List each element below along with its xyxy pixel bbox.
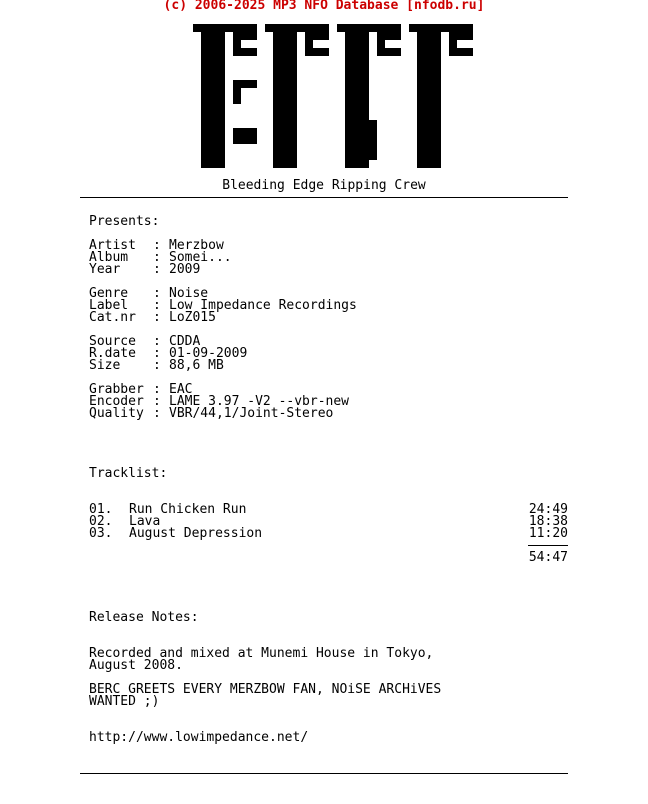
field-key: Artist (89, 238, 136, 253)
bottom-divider (80, 773, 568, 774)
field-separator: : (153, 346, 161, 361)
notes-recorded-line-1: Recorded and mixed at Munemi House in Tokyo, (89, 646, 434, 661)
label-website-link[interactable]: http://www.lowimpedance.net/ (89, 730, 309, 745)
field-value: Merzbow (169, 238, 224, 253)
track-duration: 11:20 (528, 526, 568, 541)
field-key: Source (89, 334, 136, 349)
presents-heading: Presents: (89, 214, 160, 229)
field-separator: : (153, 406, 161, 421)
field-separator: : (153, 334, 161, 349)
field-value: LoZ015 (169, 310, 216, 325)
field-value: 2009 (169, 262, 201, 277)
release-notes-heading: Release Notes: (89, 610, 199, 625)
track-row (89, 528, 262, 540)
field-key: Encoder (89, 394, 144, 409)
field-separator: : (153, 250, 161, 265)
tracklist-heading: Tracklist: (89, 466, 168, 481)
field-separator: : (153, 238, 161, 253)
field-value: Low Impedance Recordings (169, 298, 357, 313)
track-number: 01. (89, 502, 113, 517)
track-title: Lava (129, 514, 161, 529)
notes-greets-line-1: BERC GREETS EVERY MERZBOW FAN, NOiSE ARCHiVES (89, 682, 442, 697)
field-value: LAME 3.97 -V2 --vbr-new (169, 394, 350, 409)
track-row (89, 504, 246, 516)
field-separator: : (153, 394, 161, 409)
field-key: Grabber (89, 382, 144, 397)
field-value: 88,6 MB (169, 358, 224, 373)
total-duration: 54:47 (528, 550, 568, 565)
field-value: CDDA (169, 334, 201, 349)
field-separator: : (153, 310, 161, 325)
field-value: Somei... (169, 250, 232, 265)
track-duration: 18:38 (528, 514, 568, 529)
notes-recorded-line-2: August 2008. (89, 658, 183, 673)
field-key: Album (89, 250, 129, 265)
field-key: Quality (89, 406, 144, 421)
field-key: Size (89, 358, 121, 373)
total-divider (528, 545, 568, 546)
notes-greets-line-2: WANTED ;) (89, 694, 160, 709)
berc-logo (193, 24, 473, 168)
field-row-size (89, 360, 224, 372)
crew-name: Bleeding Edge Ripping Crew (222, 178, 426, 193)
field-separator: : (153, 382, 161, 397)
track-number: 03. (89, 526, 113, 541)
source-credit-line: (c) 2006-2025 MP3 NFO Database [nfodb.ru] (163, 0, 485, 13)
field-value: EAC (169, 382, 193, 397)
field-row-catnr (89, 312, 216, 324)
field-key: Genre (89, 286, 129, 301)
field-row-year (89, 264, 200, 276)
field-value: VBR/44,1/Joint-Stereo (169, 406, 334, 421)
track-duration: 24:49 (528, 502, 568, 517)
field-key: Cat.nr (89, 310, 136, 325)
track-title: Run Chicken Run (129, 502, 247, 517)
field-key: Label (89, 298, 129, 313)
field-separator: : (153, 286, 161, 301)
field-separator: : (153, 358, 161, 373)
top-divider (80, 197, 568, 198)
field-separator: : (153, 262, 161, 277)
field-value: 01-09-2009 (169, 346, 248, 361)
field-row-quality (89, 408, 333, 420)
field-key: R.date (89, 346, 136, 361)
track-number: 02. (89, 514, 113, 529)
field-value: Noise (169, 286, 209, 301)
track-title: August Depression (129, 526, 263, 541)
field-separator: : (153, 298, 161, 313)
field-key: Year (89, 262, 121, 277)
